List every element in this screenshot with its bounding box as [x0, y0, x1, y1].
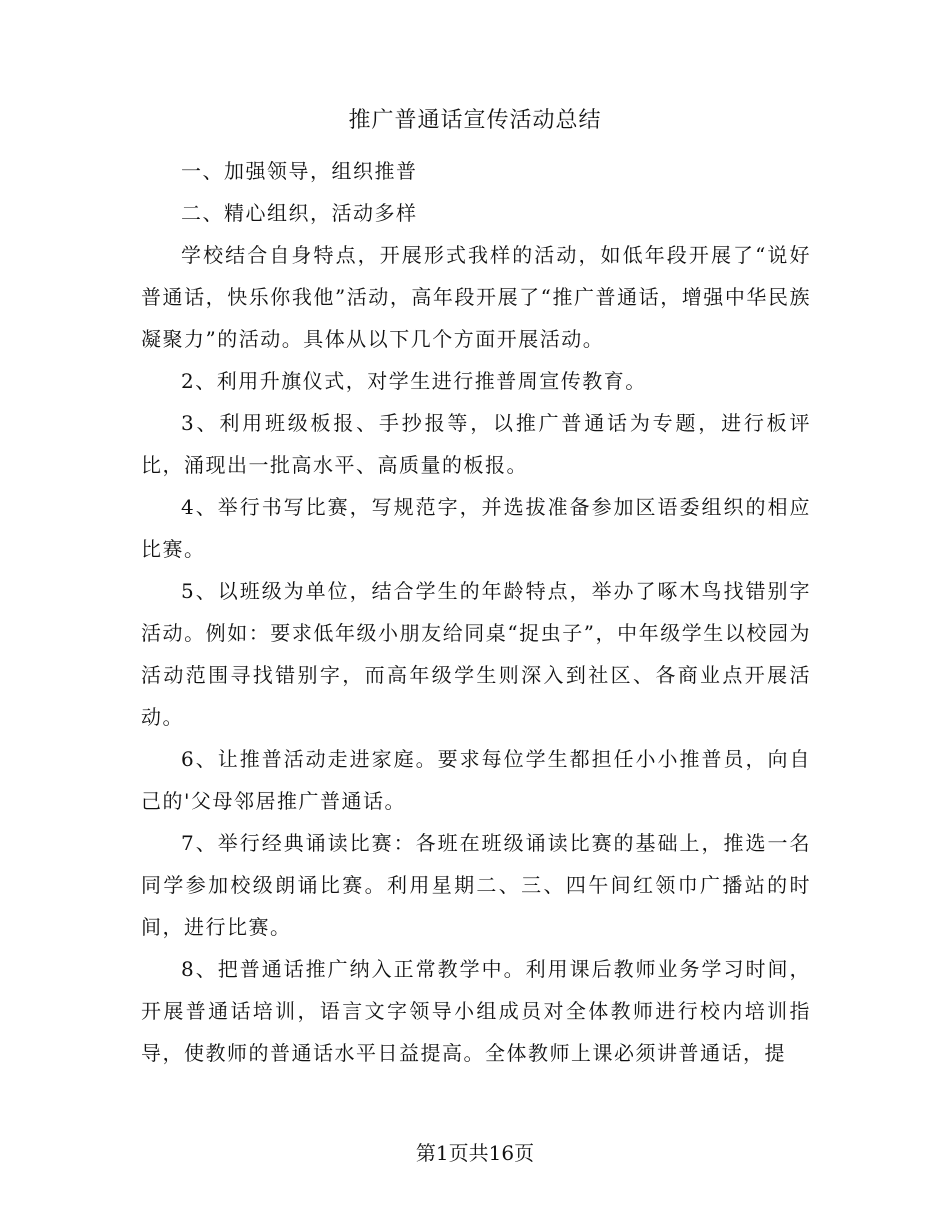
- document-body: [141, 150, 811, 1074]
- paragraph-heading-1: 一、加强领导，组织推普: [181, 159, 418, 183]
- paragraph-heading-2: 二、精心组织，活动多样: [181, 201, 418, 225]
- paragraph-intro: 学校结合自身特点，开展形式我样的活动，如低年段开展了“说好普通话，快乐你我他”活动，高年段开展了“推广普通话，增强中华民族凝聚力”的活动。具体从以下几个方面开展活动。: [141, 243, 811, 351]
- paragraph-item-6: 6、让推普活动走进家庭。要求每位学生都担任小小推普员，向自己的'父母邻居推广普通话。: [141, 747, 811, 813]
- paragraph-item-8: 8、把普通话推广纳入正常教学中。利用课后教师业务学习时间，开展普通话培训，语言文字领导小组成员对全体教师进行校内培训指导，使教师的普通话水平日益提高。全体教师上课必须讲普通话，提: [141, 957, 811, 1065]
- paragraph-item-5: 5、以班级为单位，结合学生的年龄特点，举办了啄木鸟找错别字活动。例如：要求低年级小朋友给同桌“捉虫子”，中年级学生以校园为活动范围寻找错别字，而高年级学生则深入到社区、各商业点开展活动。: [141, 579, 811, 729]
- page-number-footer: 第1页共16页: [415, 1141, 535, 1165]
- paragraph-item-3: 3、利用班级板报、手抄报等，以推广普通话为专题，进行板评比，涌现出一批高水平、高质量的板报。: [141, 411, 811, 477]
- document-title: 推广普通话宣传活动总结: [348, 108, 602, 133]
- paragraph-item-4: 4、举行书写比赛，写规范字，并选拔准备参加区语委组织的相应比赛。: [141, 495, 811, 561]
- paragraph-item-7: 7、举行经典诵读比赛：各班在班级诵读比赛的基础上，推选一名同学参加校级朗诵比赛。利用星期二、三、四午间红领巾广播站的时间，进行比赛。: [141, 831, 811, 939]
- paragraph-item-2: 2、利用升旗仪式，对学生进行推普周宣传教育。: [181, 369, 647, 393]
